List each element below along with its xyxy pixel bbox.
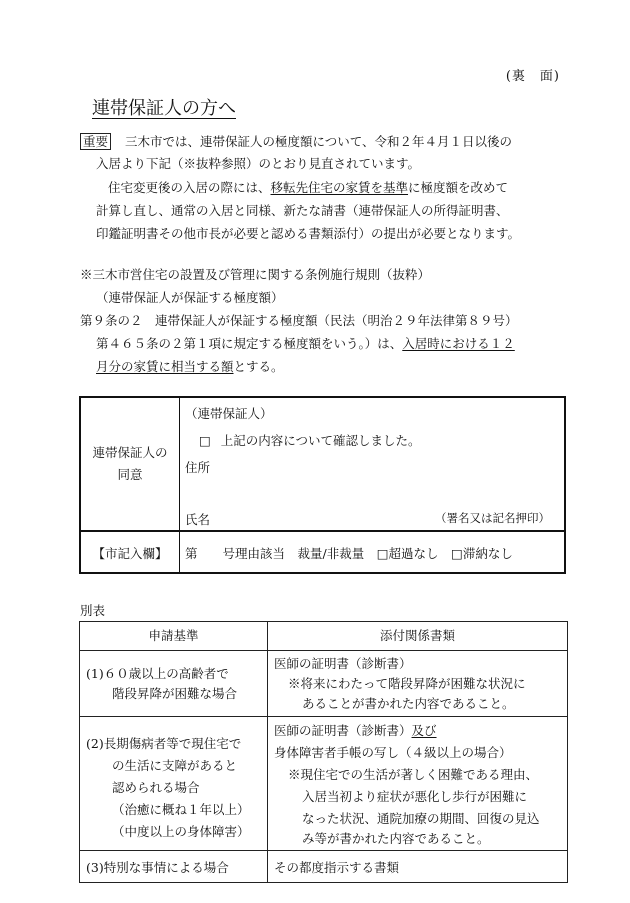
annex-row-2-criteria-3: 認められる場合 — [112, 780, 200, 795]
annex-label: 別表 — [80, 603, 106, 618]
consent-checkbox[interactable]: □ — [199, 433, 211, 448]
excerpt-text-2-underlined: 入居時における１２ — [402, 336, 515, 351]
annex-row-divider — [80, 850, 567, 851]
annex-row-2-docs-4: 入居当初より症状が悪化し歩行が困難に — [302, 789, 528, 804]
consent-left-label-line-2: 同意 — [117, 467, 143, 482]
annex-row-2-docs-1 — [274, 721, 437, 741]
annex-row-1-docs-2: ※将来にわたって階段昇降が困難な状況に — [288, 676, 526, 691]
annex-row-1-docs-1: 医師の証明書（診断書） — [274, 656, 412, 671]
annex-row-2-docs-2: 身体障害者手帳の写し（４級以上の場合） — [274, 745, 512, 760]
annex-row-2-docs-6: み等が書かれた内容であること。 — [302, 831, 490, 846]
notice-line-2: 入居より下記（※抜粋参照）のとおり見直されています。 — [96, 156, 421, 171]
excerpt-heading: ※三木市営住宅の設置及び管理に関する条例施行規則（抜粋） — [80, 267, 431, 282]
annex-header-criteria: 申請基準 — [148, 628, 199, 643]
excerpt-text-3-post: とする。 — [233, 359, 284, 374]
important-tag: 重要 — [80, 133, 111, 150]
consent-divider-vertical — [179, 398, 180, 572]
excerpt-subheading: （連帯保証人が保証する極度額） — [96, 290, 284, 305]
consent-left-label — [81, 442, 179, 486]
notice-text-3-underlined: 移転先住宅の家賃を基準 — [270, 180, 409, 195]
annex-row-2-criteria-1: (2)長期傷病者等で現住宅で — [86, 736, 242, 751]
excerpt-text-2-pre: 第４６５条の２第１項に規定する極度額をいう。）は、 — [96, 336, 403, 351]
annex-row-2-criteria-2: の生活に支障があると — [112, 758, 238, 773]
consent-role: （連帯保証人） — [185, 406, 273, 421]
annex-row-divider — [80, 716, 567, 717]
annex-row-2-docs-5: なった状況、通院加療の期間、回復の見込 — [302, 811, 540, 826]
notice-line-1 — [80, 131, 580, 153]
name-label: 氏名 — [185, 512, 211, 527]
annex-row-3-docs-1: その都度指示する書類 — [274, 860, 400, 875]
annex-row-divider — [80, 650, 567, 651]
signature-note: （署名又は記名押印） — [435, 511, 550, 525]
annex-row-2-docs-first: 医師の証明書（診断書） — [274, 723, 412, 738]
annex-column-divider — [267, 622, 268, 882]
annex-row-1-docs-3: あることが書かれた内容であること。 — [302, 696, 515, 711]
consent-checkbox-label: 上記の内容について確認しました。 — [220, 433, 421, 448]
consent-divider-horizontal — [81, 530, 564, 532]
notice-text-3-post: に極度額を改めて — [408, 180, 509, 195]
page-side-label: (裏 面) — [505, 69, 560, 84]
annex-row-2-criteria-5: （中度以上の身体障害） — [112, 824, 250, 839]
city-field-text: 第 号理由該当 裁量/非裁量 □超過なし □滞納なし — [185, 546, 513, 561]
excerpt-line-3 — [96, 356, 596, 378]
notice-line-3 — [108, 177, 608, 199]
notice-line-4: 計算し直し、通常の入居と同様、新たな請書（連帯保証人の所得証明書、 — [96, 203, 509, 218]
annex-row-2-docs-connector: 及び — [411, 723, 437, 738]
notice-text-1: 三木市では、連帯保証人の極度額について、令和２年４月１日以後の — [125, 134, 513, 149]
annex-row-1-criteria-2: 階段昇降が困難な場合 — [112, 686, 238, 701]
consent-checkbox-row[interactable] — [199, 431, 421, 449]
excerpt-line-2 — [96, 333, 596, 355]
notice-line-5: 印鑑証明書その他市長が必要と認める書類添付）の提出が必要となります。 — [96, 226, 521, 241]
excerpt-text-3-underlined: 月分の家賃に相当する額 — [96, 359, 234, 374]
annex-row-2-docs-3: ※現住宅での生活が著しく困難である理由、 — [288, 767, 539, 782]
annex-row-1-criteria-1: (1)６０歳以上の高齢者で — [86, 666, 229, 681]
page-title: 連帯保証人の方へ — [92, 98, 236, 119]
excerpt-line-1: 第９条の２ 連帯保証人が保証する極度額（民法（明治２９年法律第８９号） — [80, 313, 518, 328]
address-label: 住所 — [185, 460, 211, 475]
annex-header-documents: 添付関係書類 — [379, 628, 455, 643]
annex-table — [79, 621, 568, 883]
annex-row-3-criteria-1: (3)特別な事情による場合 — [86, 860, 229, 875]
consent-left-label-line-1: 連帯保証人の — [92, 445, 168, 460]
annex-row-2-criteria-4: （治癒に概ね１年以上） — [112, 802, 250, 817]
city-field-label: 【市記入欄】 — [92, 546, 168, 561]
guarantor-consent-box — [79, 396, 566, 574]
notice-text-3-pre: 住宅変更後の入居の際には、 — [108, 180, 271, 195]
